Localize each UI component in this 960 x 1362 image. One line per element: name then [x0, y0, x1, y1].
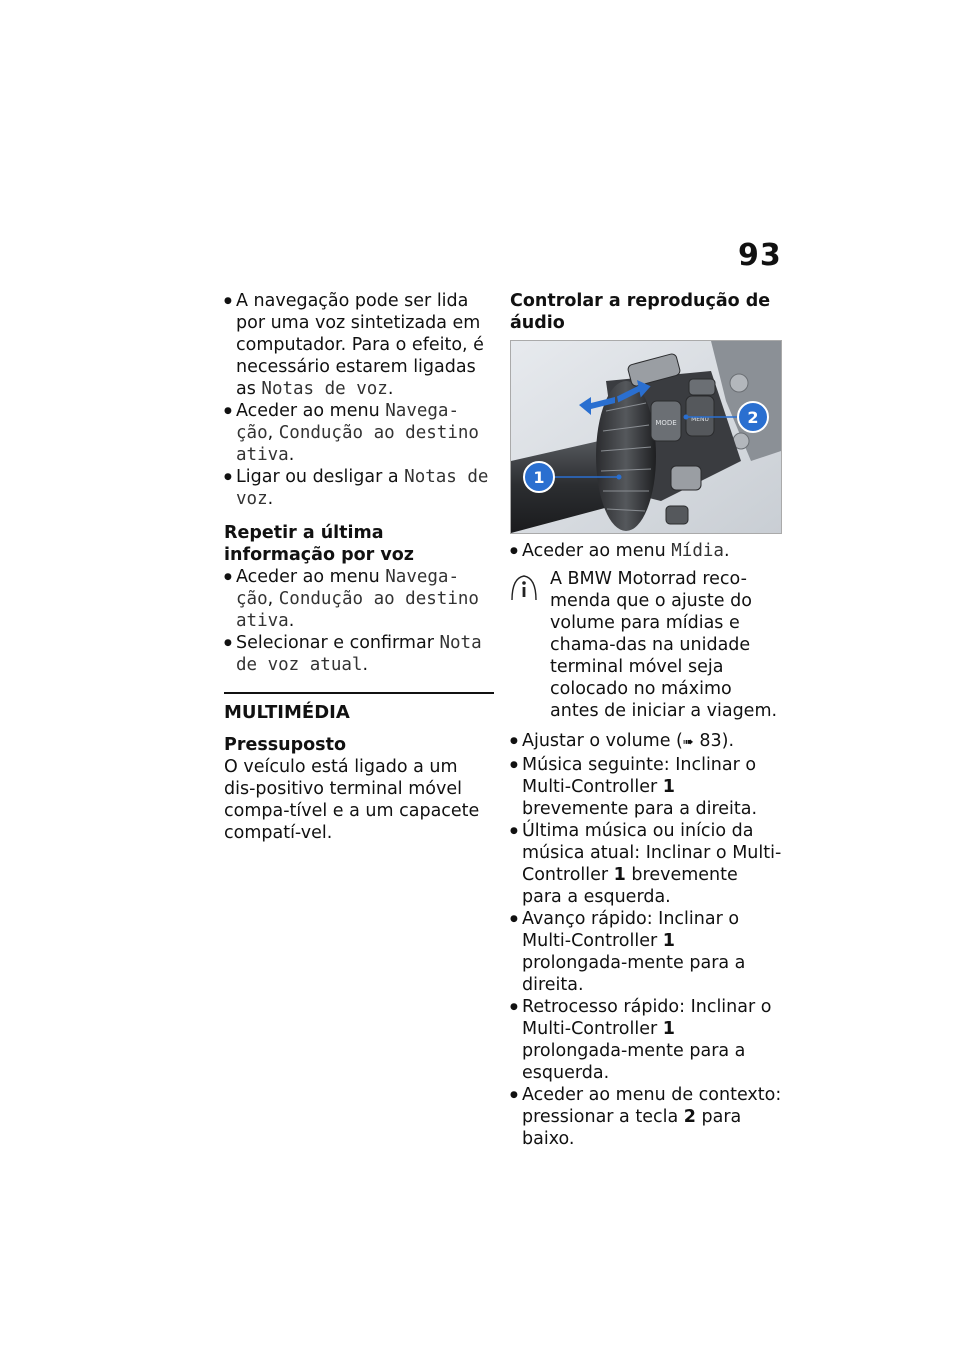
- audio-heading: Controlar a reprodução de áudio: [510, 291, 771, 333]
- list-item: ● Avanço rápido: Inclinar o Multi-Controller 1 prolongada-mente para a direita.: [510, 908, 782, 996]
- page-number: 93: [738, 238, 782, 273]
- list-item: ● Aceder ao menu Navega-ção, Condução ao destino ativa.: [224, 400, 494, 466]
- left-column: [224, 290, 494, 844]
- mode-button-label: MODE: [655, 419, 677, 427]
- arrow-right-icon: ➠: [682, 735, 694, 750]
- list-item: ● Ajustar o volume (➠ 83).: [510, 730, 782, 754]
- section-rule: [224, 692, 494, 724]
- list-item: ● Retrocesso rápido: Inclinar o Multi-Controller 1 prolongada-mente para a esquerda.: [510, 996, 782, 1084]
- note-text: A BMW Motorrad reco-menda que o ajuste do volume para mídias e chama-das na unidade terminal móvel seja colocado no máximo antes de iniciar a viagem.: [550, 569, 778, 721]
- info-pen-icon: [508, 572, 540, 604]
- list-item: ● Aceder ao menu de contexto: pressionar a tecla 2 para baixo.: [510, 1084, 782, 1150]
- callout-2: 2: [747, 408, 759, 427]
- handlebar-illustration: [511, 341, 781, 533]
- section-title: MULTIMÉDIA: [224, 702, 350, 723]
- prereq-text: O veículo está ligado a um dis-positivo terminal móvel compa-tível e a um capacete compatí-vel.: [224, 757, 480, 843]
- prereq-heading: Pressuposto: [224, 735, 346, 755]
- list-item: ● Aceder ao menu Mídia.: [510, 540, 782, 562]
- list-item: ● Selecionar e confirmar Nota de voz atual.: [224, 632, 494, 676]
- intro-bullet-list: [224, 290, 494, 510]
- repeat-bullet-list: [224, 566, 494, 676]
- right-column: [510, 290, 782, 1150]
- menu-bullet-list: [510, 540, 782, 562]
- list-item: ● A navegação pode ser lida por uma voz sintetizada em computador. Para o efeito, é necessário estarem ligadas as Notas de voz.: [224, 290, 494, 400]
- callout-1: 1: [533, 468, 545, 487]
- note-block: [510, 568, 782, 722]
- audio-bullet-list: [510, 730, 782, 1150]
- list-item: ● Última música ou início da música atual: Inclinar o Multi-Controller 1 brevemente para a esquerda.: [510, 820, 782, 908]
- page-link[interactable]: 83: [699, 731, 722, 751]
- menu-button-label: MENU: [691, 416, 709, 423]
- list-item: ● Ligar ou desligar a Notas de voz.: [224, 466, 494, 510]
- multi-controller-figure: [510, 340, 782, 534]
- list-item: ● Música seguinte: Inclinar o Multi-Controller 1 brevemente para a direita.: [510, 754, 782, 820]
- list-item: ● Aceder ao menu Navega-ção, Condução ao destino ativa.: [224, 566, 494, 632]
- repeat-heading: Repetir a última informação por voz: [224, 523, 414, 565]
